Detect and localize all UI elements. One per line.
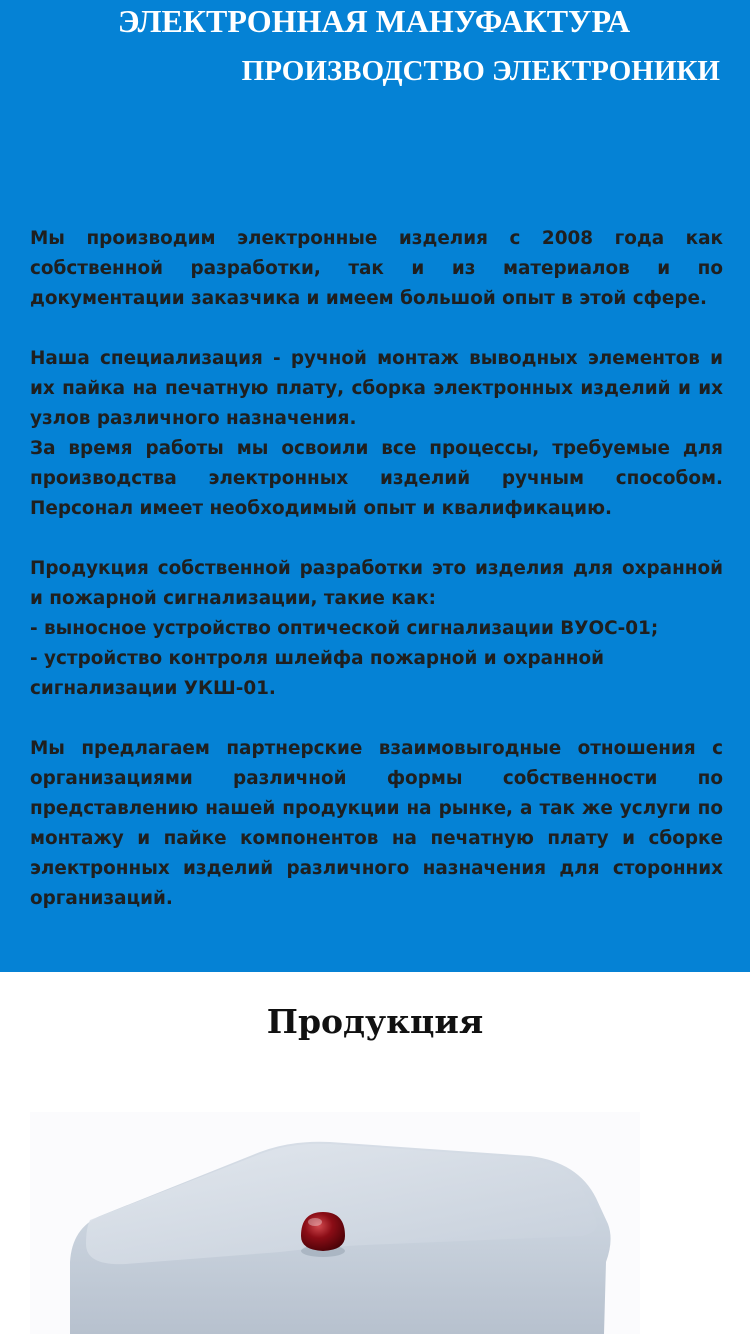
brand-title-line2: ПРОИЗВОДСТВО ЭЛЕКТРОНИКИ: [241, 55, 720, 87]
about-product-vuos: - выносное устройство оптической сигнализации ВУОС-01;: [30, 618, 659, 639]
about-paragraph-specialization: Наша специализация - ручной монтаж выводных элементов и их пайка на печатную плату, сборка электронных изделий и их узлов различного назначения.: [30, 348, 723, 429]
about-paragraph-experience: За время работы мы освоили все процессы, требуемые для производства электронных изделий ручным способом. Персонал имеет необходимый опыт и квалификацию.: [30, 438, 723, 519]
about-product-uksh: - устройство контроля шлейфа пожарной и охранной сигнализации УКШ-01.: [30, 648, 605, 699]
about-paragraph-history: Мы производим электронные изделия с 2008 года как собственной разработки, так и из материалов и по документации заказчика и имеем большой опыт в этой сфере.: [30, 228, 723, 309]
about-text: [30, 224, 723, 914]
product-device-illustration: [30, 1112, 640, 1334]
indicator-led: [301, 1212, 345, 1251]
about-paragraph-products: Продукция собственной разработки это изделия для охранной и пожарной сигнализации, такие как:: [30, 558, 723, 609]
about-paragraph-partnership: Мы предлагаем партнерские взаимовыгодные отношения с организациями различной формы собственности по представлению нашей продукции на рынке, а так же услуги по монтажу и пайке компонентов на печатную плату и сборке электронных изделий различного назначения для сторонних организаций.: [30, 738, 723, 909]
brand-title-line1: ЭЛЕКТРОННАЯ МАНУФАКТУРА: [117, 3, 631, 39]
brand-title: [0, 3, 750, 89]
product-image[interactable]: [30, 1112, 640, 1334]
products-heading: Продукция: [266, 1002, 484, 1041]
